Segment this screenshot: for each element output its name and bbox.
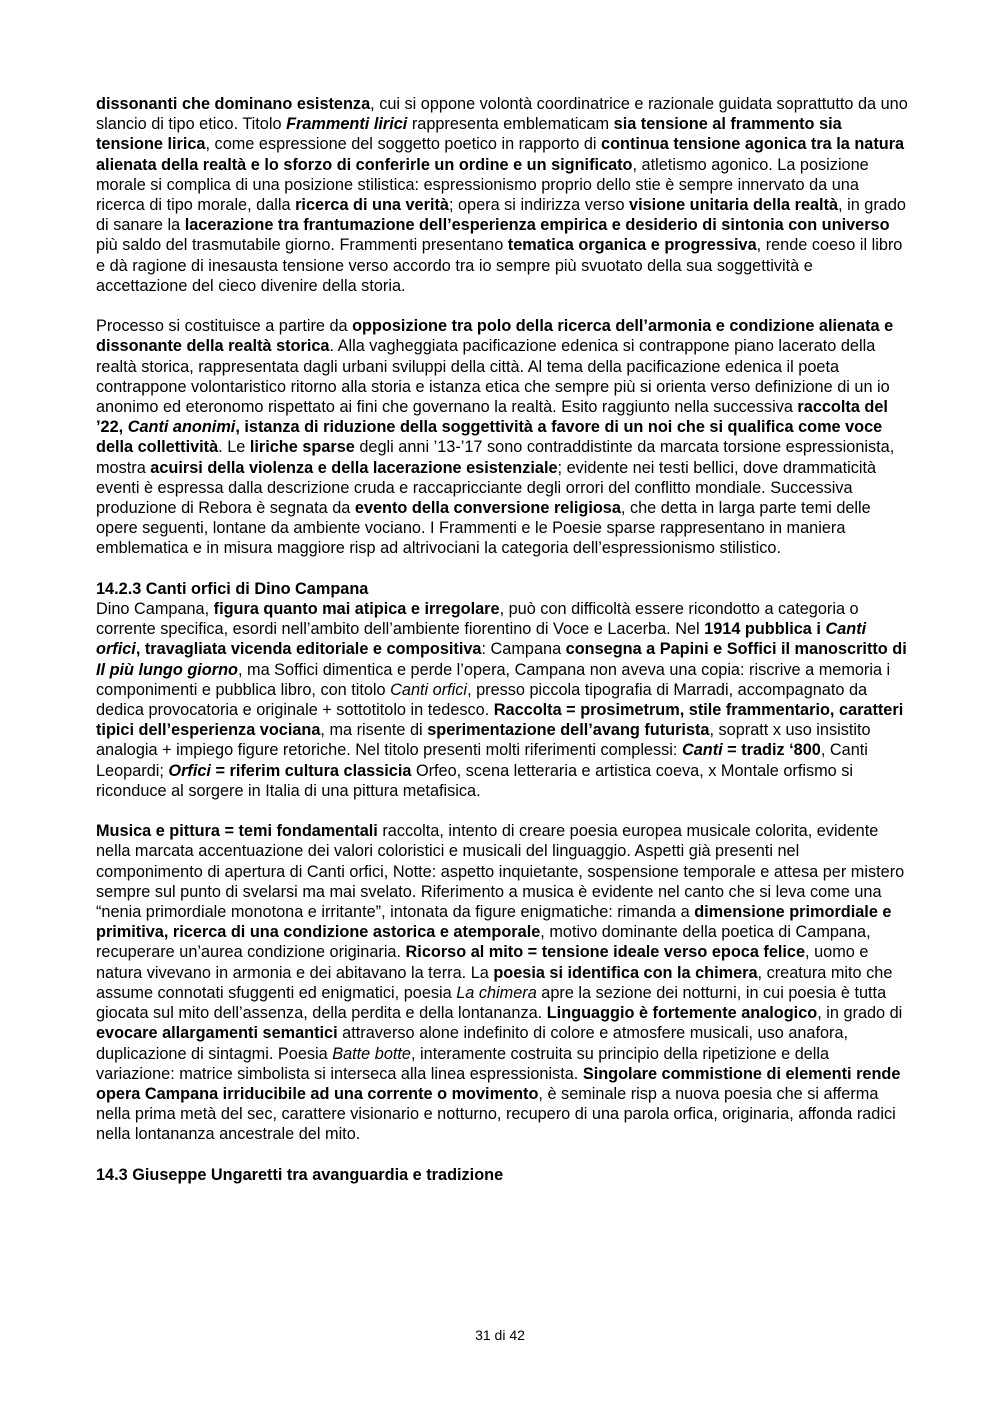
text-run: Singolare commistione di elementi rende opera Campana irriducibile ad una corrente o movimento xyxy=(96,1064,901,1103)
page-body xyxy=(96,94,908,1185)
text-run: Processo si costituisce a partire da xyxy=(96,317,353,336)
text-run: , ma risente di xyxy=(320,721,428,740)
text-run: Musica e pittura = temi fondamentali xyxy=(96,822,378,841)
text-run: visione unitaria della realtà xyxy=(629,196,839,215)
text-run: Canti orfici xyxy=(96,620,867,659)
text-run: , in grado di sanare la xyxy=(96,196,906,235)
text-run: sperimentazione dell’avang futurista xyxy=(427,721,710,740)
text-run: ricerca di una verità xyxy=(295,196,449,215)
text-run: dimensione primordiale e primitiva, ricerca di una condizione astorica e atemporale xyxy=(96,903,892,942)
text-run: , rende coeso il libro e dà ragione di inesausta tensione verso accordo tra io sempre più svuotato della sua soggettività e accettazione del cieco divenire della storia. xyxy=(96,236,903,295)
text-run: opposizione tra polo della ricerca dell’armonia e condizione alienata e dissonante della realtà storica xyxy=(96,317,894,356)
text-run: evocare allargamenti semantici xyxy=(96,1024,338,1043)
text-run: Linguaggio è fortemente analogico xyxy=(546,1004,818,1023)
text-run: raccolta, intento di creare poesia europea musicale colorita, evidente nella marcata accentuazione dei valori coloristici e musicali del linguaggio. Aspetti già presenti nel componimento di apertura di Canti orfici, Notte: aspetto inquietante, sospensione temporale e attesa per mistero sempre sul punto di svelarsi ma mai svelato. Riferimento a musica è evidente nel canto che si leva come una “nenia primordiale monotona e irritante”, intonata da figure enigmatiche: rimanda a xyxy=(96,822,905,922)
paragraph xyxy=(96,94,908,296)
text-run: , Canti Leopardi; xyxy=(96,741,868,780)
text-run: continua tensione agonica tra la natura alienata della realtà e lo sforzo di conferirle un ordine e un significato xyxy=(96,135,905,174)
text-run: , che detta in larga parte temi delle opere seguenti, lontane da ambiente vociano. I Frammenti e le Poesie sparse rappresentano in maniera emblematica e in misura maggiore risp ad altrivociani la categoria dell’espressionismo stilistico. xyxy=(96,499,871,558)
text-run: , è seminale risp a nuova poesia che si afferma nella prima metà del sec, carattere visionario e notturno, recupero di una parola orfica, originaria, affonda radici nella lontananza ancestrale del mito. xyxy=(96,1084,896,1144)
text-run: consegna a Papini e Soffici il manoscritto di xyxy=(565,640,907,659)
text-run: . Le xyxy=(218,438,250,457)
text-run: Orfeo, scena letteraria e artistica coeva, x Montale orfismo si riconduce al sorgere in Italia di una pittura metafisica. xyxy=(96,761,854,800)
text-run: , atletismo agonico. La posizione morale si complica di una posizione stilistica: espressionismo proprio dello stie è sempre innervato da una ricerca di tipo morale, dalla xyxy=(96,155,869,215)
text-run: Frammenti lirici xyxy=(286,115,408,134)
text-run: Batte botte xyxy=(332,1044,411,1063)
text-run: : Campana xyxy=(481,640,566,659)
text-run: sia tensione al frammento sia tensione lirica xyxy=(96,115,842,154)
paragraph xyxy=(96,821,908,1144)
text-run: evento della conversione religiosa xyxy=(354,499,621,518)
text-run: , uomo e natura vivevano in armonia e dei abitavano la terra. La xyxy=(96,943,869,982)
text-run: 1914 pubblica i xyxy=(704,620,826,639)
text-run: apre la sezione dei notturni, in cui poesia è tutta giocata sul mito dell’assenza, della perdita e della lontananza. xyxy=(96,983,887,1023)
text-run: Dino Campana, xyxy=(96,600,214,619)
section-heading: 14.2.3 Canti orfici di Dino Campana xyxy=(96,579,369,598)
text-run: Canti xyxy=(681,741,723,760)
text-run: = tradiz ‘800 xyxy=(722,741,821,760)
text-run: , può con difficoltà essere ricondotto a categoria o corrente specifica, esordi nell’ambito dell’ambiente fiorentino di Voce e Lacerba. Nel xyxy=(96,600,859,639)
text-run: , presso piccola tipografia di Marradi, accompagnato da dedica provocatoria e originale + sottotitolo in tedesco. xyxy=(96,680,868,720)
text-run: raccolta del ’22, xyxy=(96,398,888,437)
text-run: Raccolta = prosimetrum, stile frammentario, caratteri tipici dell’esperienza vociana xyxy=(96,701,904,740)
text-run: attraverso alone indefinito di colore e atmosfere musicali, uso anafora, duplicazione di sintagmi. Poesia xyxy=(96,1024,849,1063)
text-run: Il più lungo giorno xyxy=(96,660,238,679)
text-run: figura quanto mai atipica e irregolare xyxy=(213,600,500,619)
text-run: , cui si oppone volontà coordinatrice e razionale guidata soprattutto da uno slancio di tipo etico. Titolo xyxy=(96,95,908,134)
text-run: Ricorso al mito = tensione ideale verso epoca felice xyxy=(405,943,806,962)
section-heading: 14.3 Giuseppe Ungaretti tra avanguardia e tradizione xyxy=(96,1165,504,1184)
text-run: liriche sparse xyxy=(249,438,355,457)
text-run: La chimera xyxy=(456,983,537,1002)
text-run: Canti anonimi xyxy=(127,418,236,437)
paragraph xyxy=(96,599,908,801)
text-run: , interamente costruita su principio della ripetizione e della variazione: matrice simbolista si interseca alla linea espressionista. xyxy=(96,1044,830,1083)
text-run: ; opera si indirizza verso xyxy=(448,196,630,215)
text-run: ; evidente nei testi bellici, dove drammaticità eventi è espressa dalla descrizione cruda e raccapricciante degli orrori del conflitto mondiale. Successiva produzione di Rebora è segnata da xyxy=(96,458,877,518)
paragraph xyxy=(96,316,908,558)
text-run: poesia si identifica con la chimera xyxy=(493,963,758,982)
text-run: tematica organica e progressiva xyxy=(507,236,757,255)
text-run: Canti orfici xyxy=(390,680,468,699)
text-run: degli anni ’13-’17 sono contraddistinte da marcata torsione espressionista, mostra xyxy=(96,438,895,477)
text-run: rappresenta emblematicam xyxy=(407,115,614,134)
text-run: , istanza di riduzione della soggettività a favore di un noi che si qualifica come voce della collettività xyxy=(96,418,883,457)
text-run: lacerazione tra frantumazione dell’esperienza empirica e desiderio di sintonia con universo xyxy=(184,216,890,235)
text-run: , travagliata vicenda editoriale e compositiva xyxy=(135,640,482,659)
text-run: , in grado di xyxy=(817,1004,903,1023)
text-run: , ma Soffici dimentica e perde l’opera, Campana non aveva una copia: riscrive a memoria i componimenti e pubblica libro, con titolo xyxy=(96,660,891,699)
text-run: , motivo dominante della poetica di Campana, recuperare un’aurea condizione originaria. xyxy=(96,923,871,962)
text-run: = riferim cultura classicia xyxy=(210,761,412,780)
text-run: acuirsi della violenza e della lacerazione esistenziale xyxy=(150,458,558,477)
text-run: dissonanti che dominano esistenza xyxy=(96,95,371,113)
page-number: 31 di 42 xyxy=(475,1327,525,1343)
text-run: . Alla vagheggiata pacificazione edenica si contrappone piano lacerato della realtà storica, rappresentata dagli urbani sviluppi della città. Al tema della pacificazione edenica il poeta contrappone volontaristico ritorno alla storia e istanza etica che sempre più si orienta verso definizione di un io anonimo ed eteronomo rispettato ai fini che governano la realtà. Esito raggiunto nella successiva xyxy=(96,337,890,417)
text-run: , come espressione del soggetto poetico in rapporto di xyxy=(205,135,602,154)
text-run: più saldo del trasmutabile giorno. Frammenti presentano xyxy=(96,236,508,255)
text-run: , sopratt x uso insistito analogia + impiego figure retoriche. Nel titolo presenti molti riferimenti complessi: xyxy=(96,721,871,760)
text-run: , creatura mito che assume connotati sfuggenti ed enigmatici, poesia xyxy=(96,963,893,1002)
text-run: Orfici xyxy=(168,761,211,780)
